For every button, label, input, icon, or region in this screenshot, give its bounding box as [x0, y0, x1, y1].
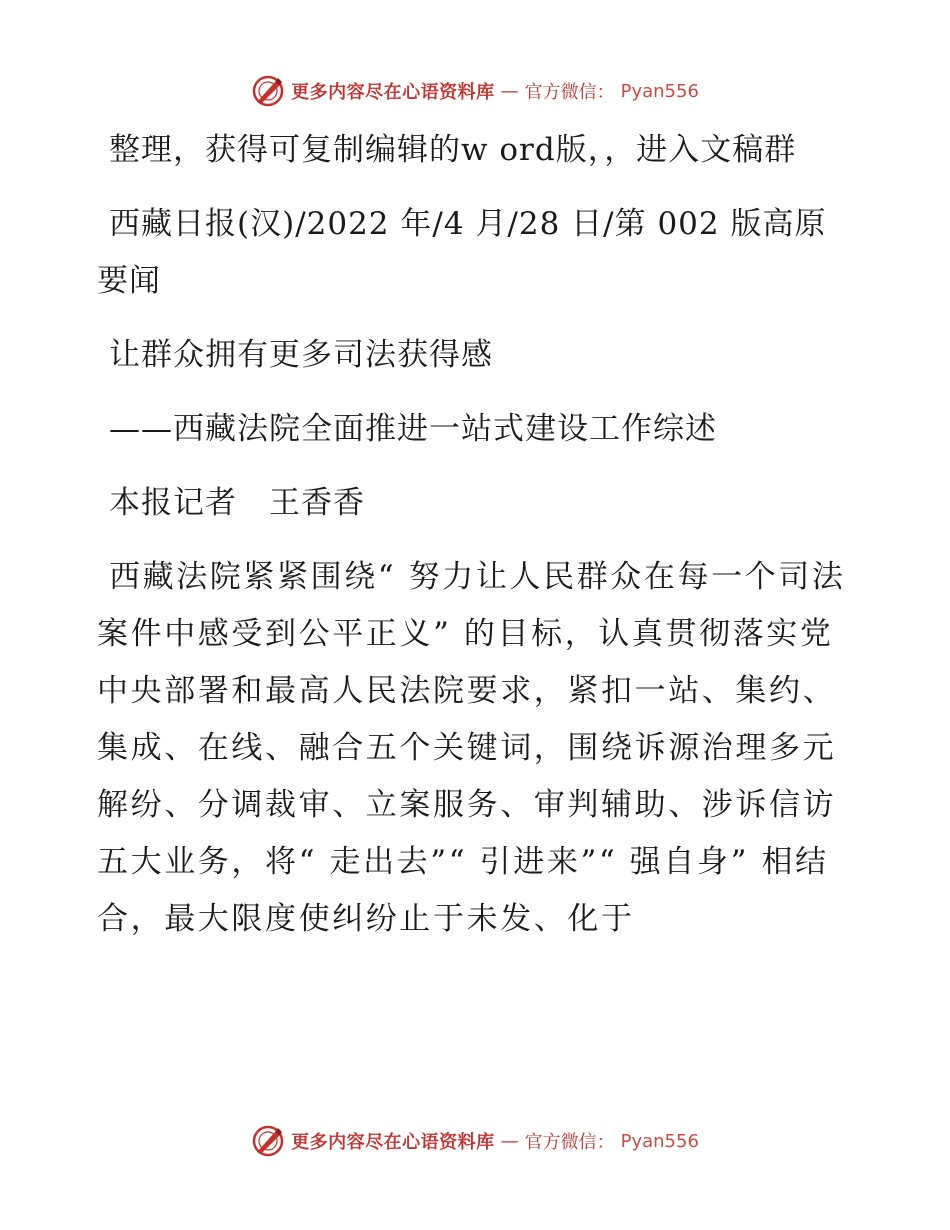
watermark-handle: Pyan556	[620, 1130, 699, 1152]
watermark-handle: Pyan556	[620, 80, 699, 102]
watermark-dash: —	[500, 1130, 519, 1152]
intro-line: 整理，获得可复制编辑的w ord版，，进入文稿群	[109, 132, 797, 168]
watermark-dash: —	[500, 80, 519, 102]
body-paragraph: 西藏法院紧紧围绕“ 努力让人民群众在每一个司法案件中感受到公平正义” 的目标，认真贯彻落实党中央部署和最高人民法院要求，紧扣一站、集约、集成、在线、融合五个关键词，围绕诉源治理多元解纷、分调裁审、立案服务、审判辅助、涉诉信访五大业务，将“ 走出去”“ 引进来”“ 强自身” 相结合，最大限度使纠纷止于未发、化于	[97, 559, 846, 937]
watermark-official-label: 官方微信：	[524, 1132, 615, 1153]
source-line: 西藏日报(汉)/2022 年/4 月/28 日/第 002 版高原要闻	[97, 206, 827, 299]
byline: 本报记者 王香香	[109, 485, 365, 521]
article-subtitle: ——西藏法院全面推进一站式建设工作综述	[109, 411, 717, 447]
footer-watermark	[0, 1124, 950, 1158]
header-watermark	[0, 74, 950, 108]
watermark-site-name: 更多内容尽在心语资料库	[291, 82, 495, 103]
watermark-official-label: 官方微信：	[524, 82, 615, 103]
pen-logo-icon	[251, 1124, 285, 1158]
article-title: 让群众拥有更多司法获得感	[109, 337, 493, 373]
pen-logo-icon	[251, 74, 285, 108]
document-body	[97, 122, 857, 965]
watermark-site-name: 更多内容尽在心语资料库	[291, 1132, 495, 1153]
